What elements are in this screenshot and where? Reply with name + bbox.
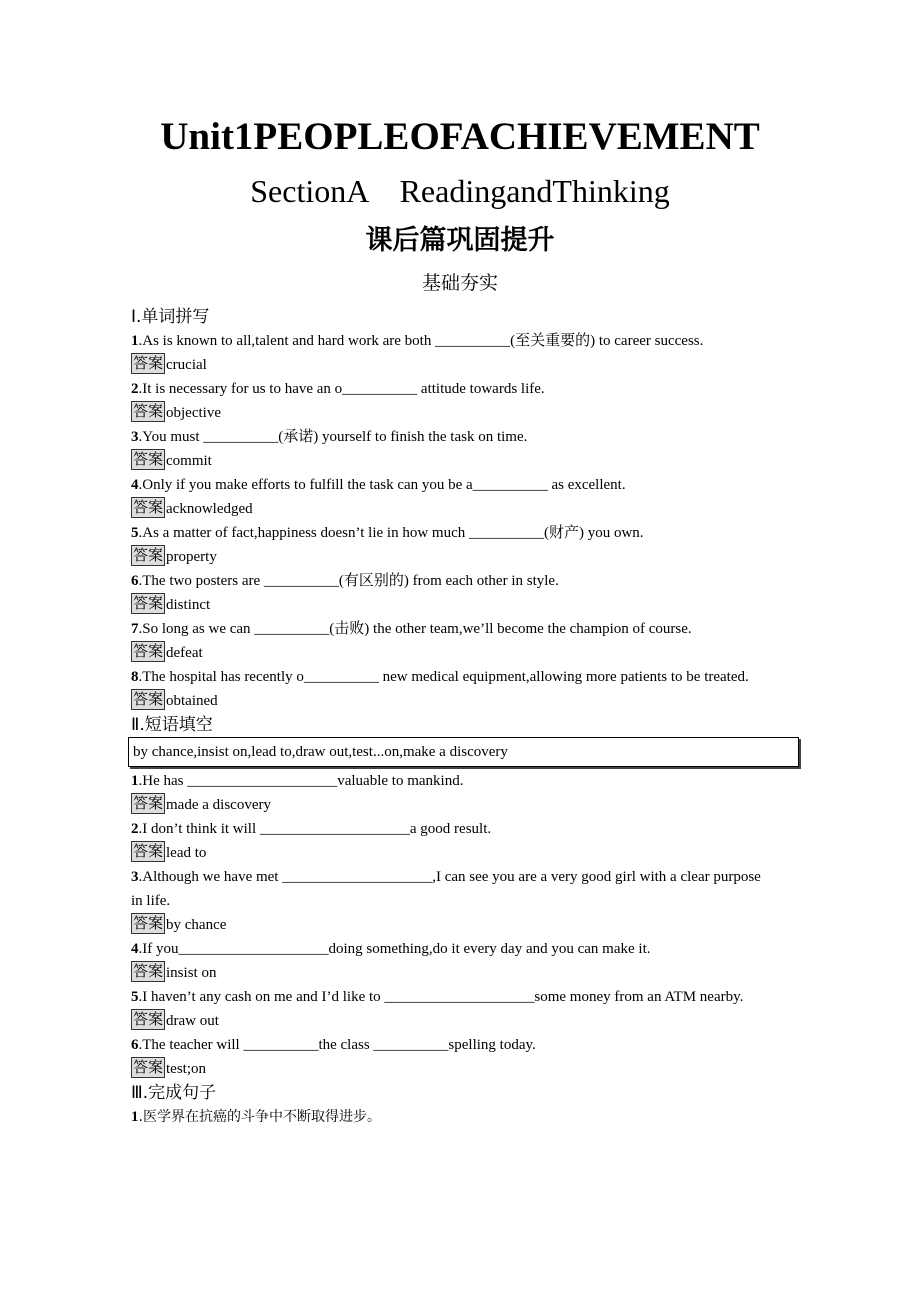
question-text: .As is known to all,talent and hard work are both __________(至关重要的) to career success. <box>138 333 704 349</box>
section-heading: Ⅱ.短语填空 <box>131 715 213 735</box>
answer-row <box>131 353 771 377</box>
question <box>131 769 771 793</box>
answer-row <box>131 841 771 865</box>
answer-row <box>131 641 771 665</box>
question-number: 1 <box>131 333 139 349</box>
section-heading: Ⅲ.完成句子 <box>131 1083 217 1103</box>
answer-badge: 答案 <box>133 842 164 860</box>
answer-text: crucial <box>166 357 207 373</box>
answer-row <box>131 913 771 937</box>
answer-row <box>131 497 771 521</box>
word-box: by chance,insist on,lead to,draw out,test...on,make a discovery <box>128 737 799 767</box>
answer-text: draw out <box>166 1013 219 1029</box>
answer-row <box>131 401 771 425</box>
answer-row <box>131 1057 771 1081</box>
answer-badge: 答案 <box>133 402 164 420</box>
question-text: .As a matter of fact,happiness doesn’t lie in how much __________(财产) you own. <box>138 525 644 541</box>
question <box>131 425 771 449</box>
question <box>131 665 771 689</box>
answer-text: obtained <box>166 693 218 709</box>
answer-text: objective <box>166 405 221 421</box>
question <box>131 865 771 913</box>
answer-row <box>131 689 771 713</box>
answer-text: distinct <box>166 597 211 613</box>
answer-row <box>131 449 771 473</box>
answer-text: acknowledged <box>166 501 253 517</box>
question-number: 3 <box>131 869 139 885</box>
sub-title: 基础夯实 <box>421 272 498 294</box>
question <box>131 1105 771 1129</box>
answer-text: test;on <box>166 1061 207 1077</box>
question-text: .I don’t think it will ____________________a good result. <box>138 821 492 837</box>
answer-row <box>131 1009 771 1033</box>
question-number: 7 <box>131 621 139 637</box>
answer-badge: 答案 <box>133 450 164 468</box>
question-number: 6 <box>131 1037 139 1053</box>
answer-row <box>131 793 771 817</box>
question <box>131 569 771 593</box>
question-text: .I haven’t any cash on me and I’d like to ____________________some money from an ATM nearby. <box>138 989 744 1005</box>
answer-badge: 答案 <box>133 1010 164 1028</box>
answer-badge: 答案 <box>133 546 164 564</box>
question-number: 6 <box>131 573 139 589</box>
answer-badge: 答案 <box>133 914 164 932</box>
answer-text: commit <box>166 453 212 469</box>
answer-text: insist on <box>166 965 217 981</box>
question-number: 5 <box>131 525 139 541</box>
question-text: .The teacher will __________the class __________spelling today. <box>138 1037 536 1053</box>
question-text: .You must __________(承诺) yourself to finish the task on time. <box>138 429 528 445</box>
question-number: 3 <box>131 429 139 445</box>
question <box>131 985 771 1009</box>
answer-text: property <box>166 549 217 565</box>
answer-badge: 答案 <box>133 1058 164 1076</box>
answer-badge: 答案 <box>133 690 164 708</box>
question-text: .He has ____________________valuable to mankind. <box>138 773 464 789</box>
answer-text: by chance <box>166 917 227 933</box>
question-number: 1 <box>131 773 139 789</box>
answer-text: defeat <box>166 645 203 661</box>
question <box>131 473 771 497</box>
section-heading: Ⅰ.单词拼写 <box>131 307 210 327</box>
answer-row <box>131 545 771 569</box>
answer-row <box>131 593 771 617</box>
question <box>131 937 771 961</box>
question-text: .The hospital has recently o__________ new medical equipment,allowing more patients to be treated. <box>138 669 749 685</box>
question-text: .The two posters are __________(有区别的) from each other in style. <box>138 573 559 589</box>
question-number: 2 <box>131 821 139 837</box>
part-title: 课后篇巩固提升 <box>365 225 555 256</box>
question-number: 4 <box>131 477 139 493</box>
question-text: .It is necessary for us to have an o__________ attitude towards life. <box>138 381 545 397</box>
question-number: 1 <box>131 1109 139 1125</box>
answer-text: lead to <box>166 845 207 861</box>
question-text: .医学界在抗癌的斗争中不断取得进步。 <box>138 1109 381 1125</box>
question-text: .Although we have met ____________________,I can see you are a very good girl with a clear purpose in life. <box>131 869 761 909</box>
question <box>131 1033 771 1057</box>
question-number: 2 <box>131 381 139 397</box>
question-text: .Only if you make efforts to fulfill the task can you be a__________ as excellent. <box>138 477 626 493</box>
question <box>131 617 771 641</box>
answer-badge: 答案 <box>133 794 164 812</box>
answer-badge: 答案 <box>133 354 164 372</box>
section-title: SectionA ReadingandThinking <box>250 173 670 209</box>
question-text: .So long as we can __________(击败) the other team,we’ll become the champion of course. <box>138 621 692 637</box>
answer-badge: 答案 <box>133 498 164 516</box>
question <box>131 817 771 841</box>
question <box>131 521 771 545</box>
exercise-body <box>131 305 771 1129</box>
question-text: .If you____________________doing something,do it every day and you can make it. <box>138 941 651 957</box>
answer-badge: 答案 <box>133 642 164 660</box>
answer-badge: 答案 <box>133 962 164 980</box>
question-number: 8 <box>131 669 139 685</box>
question <box>131 329 771 353</box>
question <box>131 377 771 401</box>
unit-title: Unit1PEOPLEOFACHIEVEMENT <box>160 115 760 158</box>
question-number: 4 <box>131 941 139 957</box>
question-number: 5 <box>131 989 139 1005</box>
answer-text: made a discovery <box>166 797 271 813</box>
answer-row <box>131 961 771 985</box>
answer-badge: 答案 <box>133 594 164 612</box>
